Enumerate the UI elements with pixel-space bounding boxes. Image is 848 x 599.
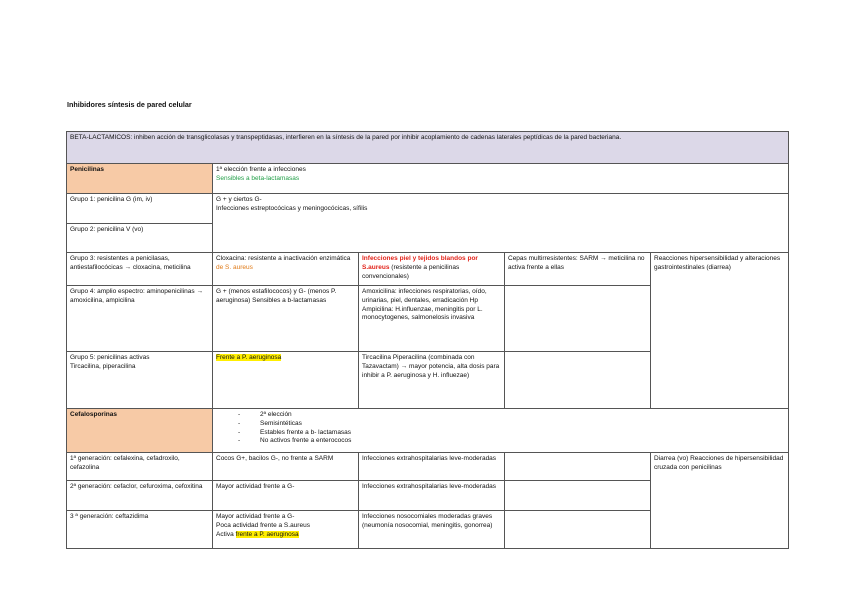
grupo4-c3: [505, 286, 651, 352]
gen1-c4-text: Diarrea (vo) Reacciones de hipersensibilidad cruzada con penicilinas: [654, 455, 784, 471]
header-cell: [67, 132, 789, 164]
grupo3-c4-text: Reacciones hipersensibilidad y alteraciones gastrointestinales (diarrea): [654, 255, 781, 271]
grupo5-c1: [213, 352, 359, 409]
header-text: BETA-LACTAMICOS: inhiben acción de transglicolasas y transpeptidasas, interfieren en la síntesis de la pared por inhibir acoplamiento de cadenas laterales peptídicas de la pared bacteriana.: [70, 134, 622, 141]
grupo3-c2: [359, 253, 505, 286]
penicilinas-label-cell: [67, 164, 213, 194]
grupo3-c1-orange: de S. aureus: [216, 263, 253, 271]
grupo4-c2: [359, 286, 505, 352]
grupo2-cell: [67, 224, 213, 253]
list-item: - Semisintéticas: [238, 420, 785, 429]
table-row: [67, 253, 789, 286]
grupo3-c3: [505, 253, 651, 286]
list-item: - No activos frente a enterococos: [238, 437, 785, 446]
grupo1-cell: [67, 194, 213, 224]
gen1-label-cell: [67, 453, 213, 481]
penicilinas-label: Penicilinas: [70, 166, 104, 173]
grupo2-label: Grupo 2: penicilina V (vo): [70, 226, 144, 233]
penicilinas-line1: 1ª elección frente a infecciones: [216, 166, 306, 173]
grupo3-c3-text: Cepas multirresistentes: SARM → meticilina no activa frente a ellas: [508, 255, 645, 271]
gen3-label: 3 ª generación: ceftazidima: [70, 513, 149, 520]
grupo5-c2: [359, 352, 505, 409]
table-header-row: [67, 132, 789, 164]
gen1-c3: [505, 453, 651, 481]
grupo4-c1-text: G + (menos estafilococos) y G- (menos P. aeruginosa) Sensibles a b-lactamasas: [216, 288, 337, 304]
penicilinas-reactions-cell: [651, 253, 789, 409]
gen1-c2-text: Infecciones extrahospitalarias leve-moderadas: [362, 455, 497, 462]
grupo12-line2: Infecciones estreptocócicas y meningocócicas, sífilis: [216, 204, 368, 212]
gen3-c2: [359, 511, 505, 549]
grupo5-c2-text: Tircacilina Piperacilina (combinada con Tazavactam) → mayor potencia, alta dosis para inhibir a P. aeruginosa y H. influezae): [362, 354, 500, 379]
gen3-c3: [505, 511, 651, 549]
list-item: - Estables frente a b- lactamasas: [238, 429, 785, 438]
gen1-label: 1ª generación: cefalexina, cefadroxilo, cefazolina: [70, 455, 180, 471]
grupo5-label-line1: Grupo 5: penicilinas activas: [70, 354, 150, 361]
grupo3-label-cell: [67, 253, 213, 286]
gen1-c2: [359, 453, 505, 481]
grupo3-c2-rest: (resistente a penicilinas convencionales): [362, 263, 460, 280]
grupo4-label-cell: [67, 286, 213, 352]
gen3-label-cell: [67, 511, 213, 549]
list-item: - 2ª elección: [238, 411, 785, 420]
grupo5-label-line2: Tircacilina, piperacilina: [70, 362, 136, 370]
gen1-c1: [213, 453, 359, 481]
gen2-label: 2ª generación: cefaclor, cefuroxima, cefoxitina: [70, 483, 203, 490]
penicilinas-desc-cell: [213, 164, 789, 194]
penicilinas-line2: Sensibles a beta-lactamasas: [216, 174, 300, 182]
table-row: [67, 194, 789, 224]
cefalosporinas-label-cell: [67, 409, 213, 453]
gen3-c1-line2: Poca actividad frente a S.aureus: [216, 521, 310, 529]
gen2-c1-text: Mayor actividad frente a G-: [216, 483, 295, 490]
gen3-c1: [213, 511, 359, 549]
gen3-c1-line1: Mayor actividad frente a G-: [216, 513, 295, 520]
gen2-label-cell: [67, 481, 213, 511]
grupo3-label: Grupo 3: resistentes a penicilasas, antiestafilocócicas → cloxacina, meticilina: [70, 255, 191, 271]
grupo1-label: Grupo 1: penicilina G (im, iv): [70, 196, 153, 203]
grupo3-c1: [213, 253, 359, 286]
gen2-c3: [505, 481, 651, 511]
grupo3-c1-text: Cloxacina: resistente a inactivación enzimática: [216, 255, 351, 262]
grupo3-c2-red: Infecciones piel y tejidos blandos por S.aureus: [362, 255, 478, 271]
grupo12-line1: G + y ciertos G-: [216, 196, 262, 203]
grupo5-c3: [505, 352, 651, 409]
document-title: Inhibidores síntesis de pared celular: [67, 100, 192, 109]
cefalosporinas-list: [216, 411, 785, 446]
gen3-c2-text: Infecciones nosocomiales moderadas graves (neumonía nosocomial, meningitis, gonorrea): [362, 513, 493, 529]
table-row: [67, 453, 789, 481]
cefalosporinas-label: Cefalosporinas: [70, 411, 117, 418]
grupo5-c1-highlight: Frente a P. aeruginosa: [216, 354, 282, 361]
table-row: [67, 409, 789, 453]
cefalosporinas-reactions-cell: [651, 453, 789, 549]
grupo5-label-cell: [67, 352, 213, 409]
gen1-c1-text: Cocos G+, bacilos G-, no frente a SARM: [216, 455, 334, 462]
table-row: [67, 164, 789, 194]
grupo4-label: Grupo 4: amplio espectro: aminopenicilinas → amoxicilina, ampicilina: [70, 288, 203, 304]
gen2-c1: [213, 481, 359, 511]
beta-lactam-table: [66, 131, 789, 549]
gen2-c2: [359, 481, 505, 511]
grupo4-c1: [213, 286, 359, 352]
gen3-c1-line3-pre: Activa: [216, 530, 236, 538]
gen3-c1-highlight: frente a P. aeruginosa: [235, 530, 299, 538]
cefalosporinas-desc-cell: [213, 409, 789, 453]
grupo4-c2-text: Amoxicilina: infecciones respiratorias, oído, urinarias, piel, dentales, erradicación Hp Ampicilina: H.influenzae, meningitis por L. monocytogenes, salmonelosis invasiva: [362, 288, 487, 322]
grupo12-desc-cell: [213, 194, 789, 253]
gen2-c2-text: Infecciones extrahospitalarias leve-moderadas: [362, 483, 497, 490]
